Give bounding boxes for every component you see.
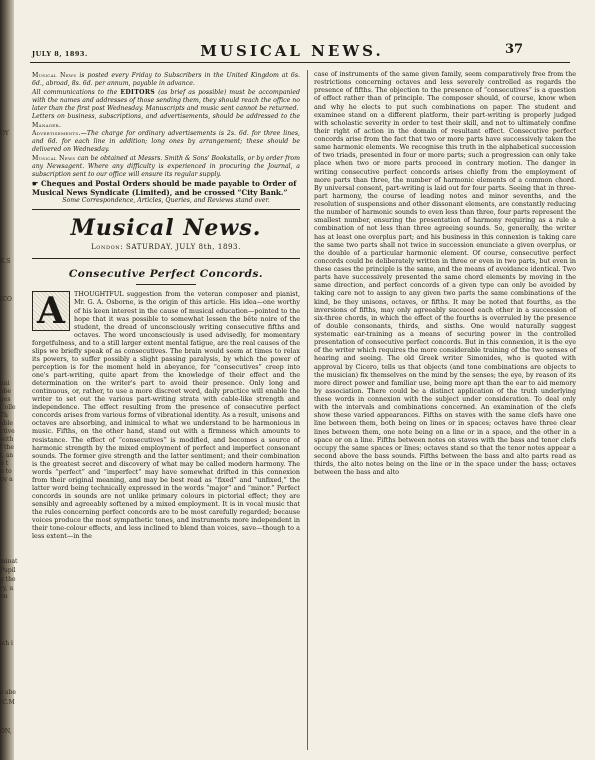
column-rule — [307, 70, 308, 750]
binding-fragment: s abe — [0, 689, 16, 696]
binding-fragment: Pupil — [0, 567, 16, 574]
binding-fragment: ON, — [0, 728, 12, 735]
binding-fragment: Colle — [0, 404, 16, 411]
binding-fragment: minat — [0, 558, 18, 565]
bookstalls-notice — [32, 155, 300, 179]
article-paragraph: case of instruments of the same given family, seem comparatively free from the restrictions concerning octaves and less severely controlled as regards the presence of fifths. The objection to the presence of “consecutives” is a question of effect rather than of principle. The composer should, of course, know when and why he elects to put such combinations on paper. The student and examinee stand on a different platform, their part-writing is properly judged with scholastic severity in order to test their skill, and not to ultimately confine their right of action in the domain of resultant effect. Consecutive perfect concords arise from the fact that two or more parts have successively taken the same harmonic elements. We recognise this truth in the alphabetical succession of two triads, presented in four or more parts; such a progression can only take place when two or more parts proceed in contrary motion. The danger in writing consecutive perfect concords arises chiefly from the employment of more parts than three, the number of harmonic elements of a common chord. By universal consent, part-writing is laid out for four parts. Seeing that in three-part harmony, the course of leading notes and minor sevenths, and the resolution of suspensions and other dissonant elements, are constantly reducing the number of harmonic sounds to even less than three, four parts represent the smallest number, ensuring the presentation of harmony requiring as a rule a combination of not less than three agreeing sounds. So, generally, the writer has at least one overplus part; and his business in this connexion is taking care the same two parts shall not twice in succession enunciate a given overplus, or the double of a particular harmonic element. Of course, consecutive perfect concords could be deliberately written in three or even in two parts, but even in these cases the principle is the same, and the means of avoidance identical. Two parts have successively presented the same chord elements by moving in the same direction, and perfect concords of a given type can only be avoided by taking care not to assign to any given two parts the same combinations of the kind, be they unisons, octaves, or fifths. It may be noted that fourths, as the inversions of fifths, may only agreeably succeed each other in a succession of six-three chords, in which the effect of the fourths is overruled by the presence of double consonants, thirds, and sixths. One would naturally suggest systematic ear-training as a means of securing power in the controlled presentation of consecutive perfect concords. But in this connexion, it is the eye of the writer which requires the more considerable training of the two senses of hearing and seeing. The old Greek writer Simonides, who is quoted with approval by Cicero, tells us that objects (and tone combinations are objects to the musician) fix themselves on the mind by the senses; the eye, by reason of its more direct power and familiar use, being more apt than the ear to aid memory by association. There could be a distinct application of the truth underlying these words in connexion with the subject under consideration. To deal only with the intervals and combinations concerned. An examination of the clefs show these varied appearances. Fifths on staves with the same clefs have one line between them, both being on lines or in spaces; octaves have three clear lines between them, one note being on a line or in a space, and the other in a space or on a line. Fifths between notes on staves with the bass and tenor clefs occupy the same spaces or lines; octaves stand so that the tenor notes appear a second above the bass sounds. Fifths between the bass and alto parts read as thirds, the alto notes being on the line or in the space under the bass; octaves between the bass and alto — [314, 70, 576, 477]
notice-manager: Manager. — [32, 121, 62, 129]
binding-fragment: g the — [0, 576, 16, 583]
notice-text: —The charge for ordinary advertisements is 2s. 6d. for three lines, and 6d. for each line in addition; long ones by arrangement; these should be delivered on Wednesday. — [32, 130, 300, 154]
binding-fragment: able — [0, 420, 13, 427]
binding-fragment: on — [0, 593, 8, 600]
binding-fragment: uni — [0, 380, 10, 387]
binding-fragment: n t — [0, 460, 9, 467]
notice-text: can be obtained at Messrs. Smith & Sons' Bookstalls, or by order from any Newsagent. Where any difficulty is experienced in procuring the Journal, a subscription sent to our office will ensure its regular supply. — [32, 154, 300, 179]
binding-fragment: obe — [0, 388, 12, 395]
binding-fragment: OY — [0, 130, 9, 137]
binding-fragment: by a — [0, 476, 13, 483]
stand-over-notice: Some Correspondence, Articles, Queries, and Reviews stand over. — [62, 197, 270, 205]
binding-fragment: ry, u — [0, 585, 14, 592]
masthead-rule-bottom — [32, 258, 300, 259]
subscription-notice — [32, 72, 300, 88]
binding-fragment: l, an — [0, 452, 14, 459]
notice-text: (as brief as possible) must be accompanied with the names and addresses of those sending them, they should reach the office no later than the first post Wednesday. Manuscripts and music sent cannot be returned. — [32, 88, 300, 112]
pointing-hand-icon: ☛ — [32, 179, 39, 189]
binding-fragment: n to — [0, 468, 12, 475]
notice-lead: Musical News — [32, 72, 77, 79]
notice-text: is posted every Friday to Subscribers in the United Kingdom at 6s. 6d., abroad, 8s. 6d. per annum, payable in advance. — [32, 72, 301, 88]
article-left-body — [32, 290, 300, 540]
article-paragraph: THOUGHTFUL suggestion from the veteran composer and pianist, Mr. G. A. Osborne, is the origin of this article. His idea—one worthy of his keen interest in the cause of musical education—pointed to the hope that it was possible to somewhat lessen the bête noire of the student, the dread of unconsciously writing consecutive fifths and octaves. The word unconsciously is used advisedly, for momentary forgetfulness, and to a still larger extent mental fatigue, are the real causes of the slips we briefly speak of as consecutives. The brain would seem at times to relax its powers, to suffer possibly a slight passing paralysis, by which the power of perception is for the moment held in abeyance, for “consecutives” creep into one's part-writing, quite apart from the knowledge of their effect and the determination on the writer's part to avoid their presence. Only long and continuous, or, rather, to use a more discreet word, daily practice will enable the writer to set out the various part-writing strata with cable-like strength and independence. The effect resulting from the presence of consecutive perfect concords arises from various forms of vibrational identity. As a result, unisons and octaves are absorbing, and inimical to what we understand to be harmonious in music. Fifths, on the other hand, stand out with a firmness which amounts to resistance. The effect of “consecutives” is modified, and becomes a source of harmonic strength by the mixed employment of perfect and imperfect consonant sounds. The former give strength and the latter sentiment; and their combination is the greatest secret and discovery of what may be called modern harmony. The words “perfect” and “imperfect” may have somewhat drifted in this connexion from their original meaning, and may be best read as “fixed” and “unfixed,” the latter word being technically expressed in the words “major” and “minor.” Perfect concords in sounds are not unlike primary colours in pictorial effect; they are sensibly and agreeably softened by a mixed employment. It is in vocal music that the rules concerning perfect concords are to be most carefully regarded; because voices produce the most sympathetic tones, and instruments more independent in their tone-colour effects, and less inclined to blend than voices, save—though to a less extent—in the — [32, 290, 300, 541]
article-title-rule — [136, 284, 196, 285]
advertisements-notice — [32, 130, 300, 154]
business-notice — [32, 113, 300, 129]
left-column — [32, 72, 300, 540]
drop-cap: A — [32, 291, 70, 331]
masthead-date: SATURDAY, JULY 8th, 1893. — [123, 243, 241, 252]
binding-fragment: K.S — [0, 258, 11, 265]
binding-fragment: (C.M — [0, 699, 15, 706]
notice-lead: Advertisements. — [32, 130, 81, 138]
binding-fragment: ICO — [0, 296, 12, 303]
cheques-notice — [32, 180, 300, 197]
notice-lead: Musical News — [32, 154, 76, 162]
masthead-dateline — [32, 243, 300, 251]
binding-fragment: ich i — [0, 640, 13, 647]
binding-fragment: f the — [0, 444, 14, 451]
cheques-text: Cheques and Postal Orders should be made payable to Order of Musical News Syndicate (Limited), and be crossed “City Bank.” — [32, 179, 297, 197]
editors-notice — [32, 89, 300, 113]
notice-lead: All communications to the — [32, 88, 121, 96]
masthead-title: Musical News. — [70, 215, 262, 242]
binding-fragment: Th — [0, 412, 8, 419]
notice-text: Letters on business, subscriptions, and advertisements, should be addressed to the — [32, 113, 300, 121]
masthead-city: London: — [91, 243, 124, 252]
right-column — [314, 70, 576, 476]
notice-editors: EDITORS — [120, 88, 156, 96]
binding-fragment: ges — [0, 396, 11, 403]
article-title: Consecutive Perfect Concords. — [68, 268, 264, 281]
masthead-rule-top — [32, 209, 300, 210]
binding-fragment: ctive — [0, 428, 15, 435]
header-rule — [30, 62, 570, 63]
running-title: MUSICAL NEWS. — [200, 42, 384, 60]
issue-date: JULY 8, 1893. — [32, 50, 88, 58]
binding-fragment: with — [0, 436, 14, 443]
page-number: 37 — [505, 42, 524, 57]
